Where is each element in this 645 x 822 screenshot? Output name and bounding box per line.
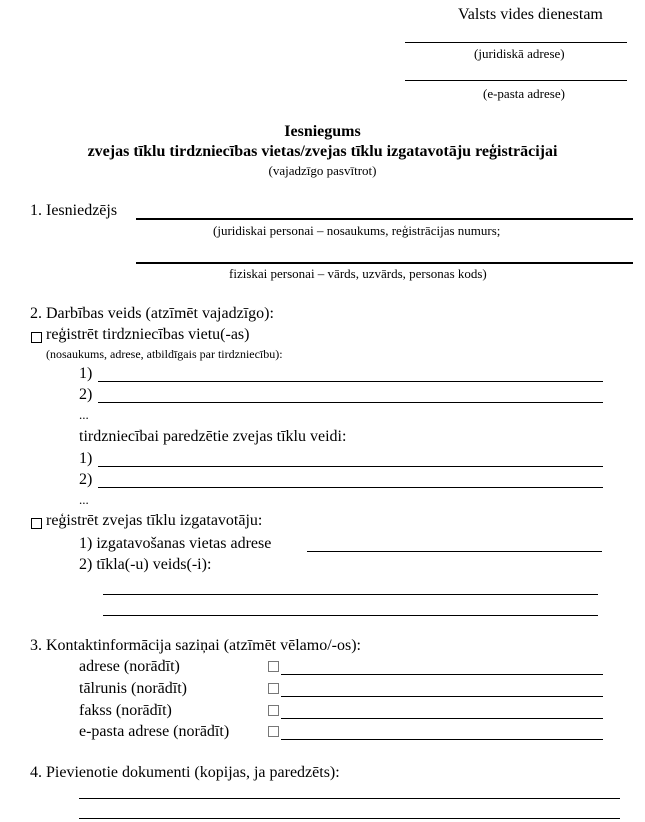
trade-place-field[interactable]: [98, 402, 603, 403]
trade-place-checkbox[interactable]: [31, 332, 42, 343]
natural-person-hint: fiziskai personai – vārds, uzvārds, personas kods): [229, 266, 487, 281]
contact-fax-label: fakss (norādīt): [79, 702, 172, 719]
net-kind-label: 2) tīkla(-u) veids(-i):: [79, 556, 212, 573]
net-kind-field[interactable]: [103, 615, 598, 616]
section4-label: 4. Pievienotie dokumenti (kopijas, ja paredzēts):: [30, 764, 340, 781]
contact-fax-field[interactable]: [281, 718, 603, 719]
trade-place-hint: (nosaukums, adrese, atbildīgais par tirdzniecību):: [46, 347, 283, 361]
contact-email-label: e-pasta adrese (norādīt): [79, 723, 230, 740]
net-type-field[interactable]: [98, 487, 603, 488]
contact-phone-checkbox[interactable]: [268, 683, 279, 694]
attached-documents-field[interactable]: [79, 818, 620, 819]
trade-place-item-number: 2): [79, 386, 93, 403]
document-title: Iesniegums: [284, 123, 361, 140]
document-subtitle: zvejas tīklu tirdzniecības vietas/zvejas tīklu izgatavotāju reģistrācijai: [87, 143, 558, 160]
contact-address-label: adrese (norādīt): [79, 658, 180, 675]
email-address-hint: (e-pasta adrese): [483, 86, 565, 101]
legal-address-hint: (juridiskā adrese): [474, 46, 565, 61]
contact-address-checkbox[interactable]: [268, 661, 279, 672]
trade-place-field[interactable]: [98, 381, 603, 382]
recipient-label: Valsts vides dienestam: [458, 6, 603, 23]
net-type-field[interactable]: [98, 466, 603, 467]
contact-email-checkbox[interactable]: [268, 726, 279, 737]
manufacturer-checkbox[interactable]: [31, 518, 42, 529]
trade-place-item-number: 1): [79, 365, 93, 382]
net-types-label: tirdzniecībai paredzētie zvejas tīklu veidi:: [79, 428, 347, 445]
section2-label: 2. Darbības veids (atzīmēt vajadzīgo):: [30, 305, 274, 322]
contact-email-field[interactable]: [281, 739, 603, 740]
title-note: (vajadzīgo pasvītrot): [268, 163, 377, 178]
applicant-natural-field[interactable]: [136, 262, 633, 264]
net-type-item-number: 1): [79, 450, 93, 467]
manufacturer-option-label: reģistrēt zvejas tīklu izgatavotāju:: [46, 512, 263, 529]
manufacture-address-label: 1) izgatavošanas vietas adrese: [79, 535, 272, 552]
contact-phone-field[interactable]: [281, 696, 603, 697]
applicant-legal-field[interactable]: [136, 218, 633, 220]
contact-address-field[interactable]: [281, 674, 603, 675]
net-type-ellipsis: ...: [79, 492, 89, 507]
section3-label: 3. Kontaktinformācija saziņai (atzīmēt vēlamo/-os):: [30, 637, 361, 654]
email-address-field[interactable]: [405, 80, 627, 81]
net-type-item-number: 2): [79, 471, 93, 488]
trade-place-ellipsis: ...: [79, 407, 89, 422]
net-kind-field[interactable]: [103, 594, 598, 595]
contact-phone-label: tālrunis (norādīt): [79, 680, 187, 697]
trade-place-option-label: reģistrēt tirdzniecības vietu(-as): [46, 326, 250, 343]
contact-fax-checkbox[interactable]: [268, 705, 279, 716]
legal-address-field[interactable]: [405, 42, 627, 43]
section1-label: 1. Iesniedzējs: [30, 202, 118, 219]
attached-documents-field[interactable]: [79, 798, 620, 799]
legal-person-hint: (juridiskai personai – nosaukums, reģistrācijas numurs;: [213, 223, 501, 238]
manufacture-address-field[interactable]: [307, 551, 602, 552]
